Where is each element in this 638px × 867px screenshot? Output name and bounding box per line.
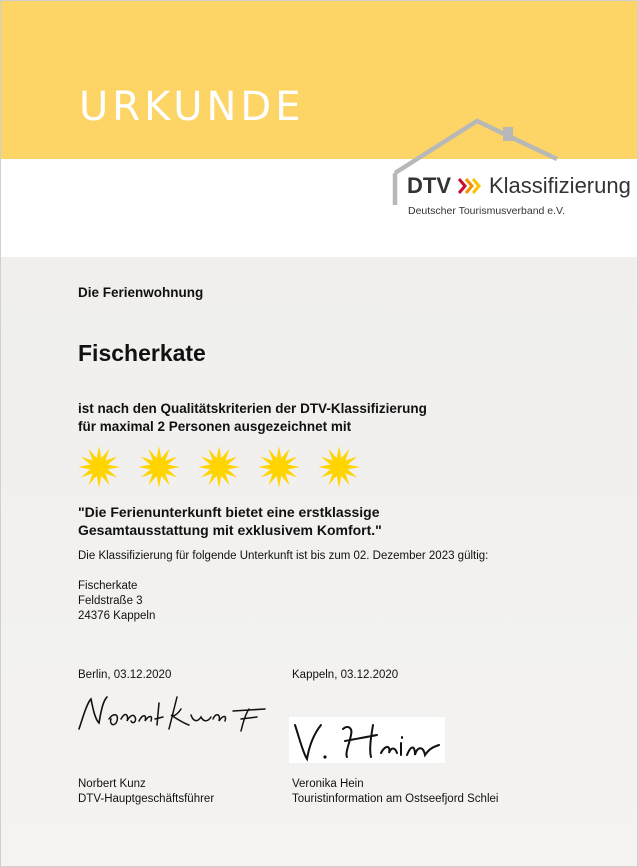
certificate-title: URKUNDE: [79, 84, 305, 130]
signer-right: [292, 777, 498, 807]
criteria-line: für maximal 2 Personen ausgezeichnet mit: [78, 419, 352, 434]
chevrons-icon: [457, 176, 483, 196]
signer-role: DTV-Hauptgeschäftsführer: [78, 793, 215, 805]
star-icon: [197, 445, 241, 489]
category-quote: [78, 503, 382, 539]
place-date-right: Kappeln, 03.12.2020: [292, 669, 399, 681]
place-date-left: Berlin, 03.12.2020: [78, 669, 172, 681]
signer-name: Norbert Kunz: [78, 778, 146, 790]
signature-right: [291, 717, 445, 763]
address-line: 24376 Kappeln: [78, 610, 156, 622]
property-name: Fischerkate: [78, 340, 206, 366]
logo-subtitle: Deutscher Tourismusverband e.V.: [408, 205, 566, 217]
star-icon: [257, 445, 301, 489]
star-icon: [77, 445, 121, 489]
address-line: Feldstraße 3: [78, 595, 143, 607]
star-rating: [77, 445, 361, 489]
property-address: [78, 579, 155, 624]
quote-line: "Die Ferienunterkunft bietet eine erstklassige: [78, 504, 380, 520]
logo-brand: DTV: [407, 173, 451, 198]
signer-role: Touristinformation am Ostseefjord Schlei: [292, 793, 499, 805]
criteria-text: [78, 400, 427, 436]
quote-line: Gesamtausstattung mit exklusivem Komfort.": [78, 522, 382, 538]
star-icon: [137, 445, 181, 489]
criteria-line: ist nach den Qualitätskriterien der DTV-Klassifizierung: [78, 401, 427, 416]
star-icon: [317, 445, 361, 489]
signature-left: [73, 689, 273, 735]
signer-left: [78, 777, 214, 807]
dtv-logo: [407, 173, 631, 199]
validity-statement: Die Klassifizierung für folgende Unterkunft ist bis zum 02. Dezember 2023 gültig:: [78, 550, 489, 562]
signer-name: Veronika Hein: [292, 778, 364, 790]
accommodation-type: Die Ferienwohnung: [78, 285, 204, 300]
logo-product: Klassifizierung: [489, 173, 631, 198]
address-line: Fischerkate: [78, 580, 138, 592]
